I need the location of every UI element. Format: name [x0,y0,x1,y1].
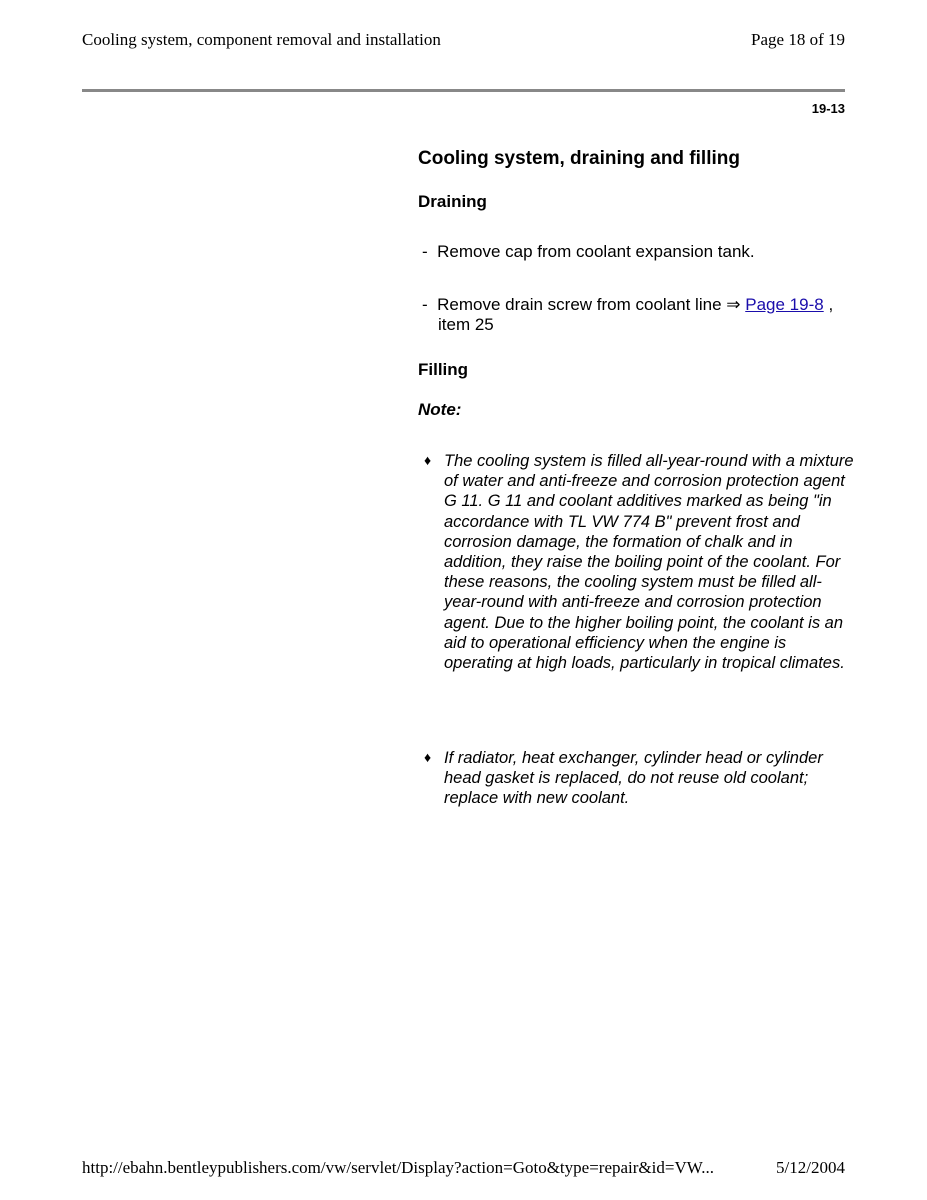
page-title: Cooling system, draining and filling [418,148,740,169]
note-text: If radiator, heat exchanger, cylinder head or cylinder head gasket is replaced, do not reuse old coolant; replace with new coolant. [444,749,823,808]
step-text-after: , item 25 [438,295,834,334]
step-dash: - [422,242,428,261]
page-link[interactable]: Page 19-8 [745,295,824,314]
step-item [422,242,858,262]
draining-heading: Draining [418,192,487,211]
header-divider [82,89,845,92]
step-item [422,295,858,335]
step-dash: - [422,295,428,314]
footer-date: 5/12/2004 [776,1158,845,1177]
note-heading: Note: [418,400,462,419]
section-number: 19-13 [811,101,845,116]
arrow-right-icon: ⇒ [726,295,741,314]
filling-heading: Filling [418,360,469,379]
step-text: Remove drain screw from coolant line [437,295,722,314]
footer-url: http://ebahn.bentleypublishers.com/vw/servlet/Display?action=Goto&type=repair&id=VW... [82,1158,714,1177]
page-indicator: Page 18 of 19 [751,30,845,49]
note-item [424,748,858,809]
note-item [424,451,858,673]
diamond-bullet-icon: ♦ [424,749,432,765]
document-title: Cooling system, component removal and installation [82,30,441,49]
note-text: The cooling system is filled all-year-round with a mixture of water and anti-freeze and corrosion protection agent G 11. G 11 and coolant additives marked as being "in accordance with TL VW 774 B" prevent frost and corrosion damage, the formation of chalk and in addition, they raise the boiling point of the coolant. For these reasons, the cooling system must be filled all-year-round with anti-freeze and corrosion protection agent. Due to the higher boiling point, the coolant is an aid to operational efficiency when the engine is operating at high loads, particularly in tropical climates. [444,452,854,673]
step-text: Remove cap from coolant expansion tank. [437,242,755,261]
diamond-bullet-icon: ♦ [424,452,432,468]
